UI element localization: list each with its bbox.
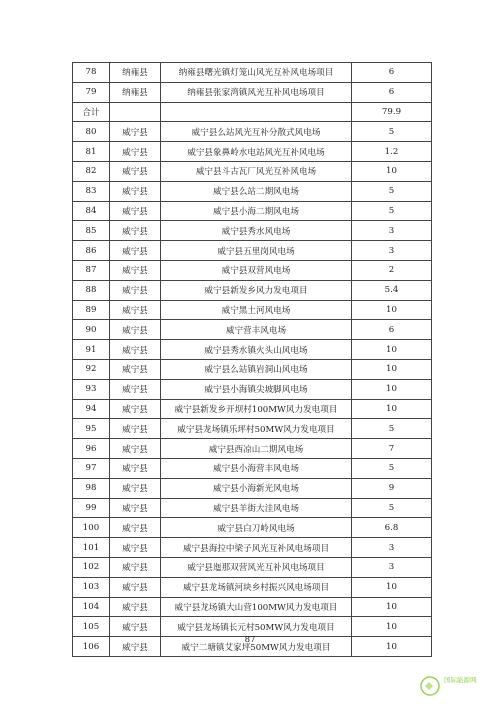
row-number: 78 bbox=[73, 63, 110, 83]
row-project-name: 威宁县龙场镇乐坪村50MW风力发电项目 bbox=[161, 419, 352, 439]
row-capacity: 5.4 bbox=[352, 280, 432, 300]
table-row bbox=[73, 597, 432, 617]
row-capacity: 6 bbox=[352, 63, 432, 83]
row-capacity: 5 bbox=[352, 122, 432, 142]
row-project-name: 威宁县么站风光互补分散式风电场 bbox=[161, 122, 352, 142]
row-county: 威宁县 bbox=[110, 221, 161, 241]
watermark-line: 国际能源网 bbox=[444, 676, 477, 684]
watermark-logo bbox=[418, 672, 492, 702]
row-capacity: 10 bbox=[352, 300, 432, 320]
row-project-name: 威宁县新发乡风力发电项目 bbox=[161, 280, 352, 300]
row-capacity: 10 bbox=[352, 399, 432, 419]
row-capacity: 7 bbox=[352, 439, 432, 459]
row-capacity: 5 bbox=[352, 458, 432, 478]
row-number: 106 bbox=[73, 637, 110, 657]
row-county: 威宁县 bbox=[110, 419, 161, 439]
row-county bbox=[110, 102, 161, 122]
row-project-name: 威宁县双营风电场 bbox=[161, 260, 352, 280]
row-project-name: 威宁营丰风电场 bbox=[161, 320, 352, 340]
row-number: 80 bbox=[73, 122, 110, 142]
table-row bbox=[73, 300, 432, 320]
row-county: 威宁县 bbox=[110, 379, 161, 399]
row-county: 威宁县 bbox=[110, 260, 161, 280]
row-number: 83 bbox=[73, 181, 110, 201]
table-row bbox=[73, 122, 432, 142]
watermark-text bbox=[444, 676, 477, 685]
table-row bbox=[73, 340, 432, 360]
row-county: 威宁县 bbox=[110, 577, 161, 597]
watermark-icon bbox=[418, 674, 442, 698]
row-county: 威宁县 bbox=[110, 181, 161, 201]
row-project-name: 威宁县么站二期风电场 bbox=[161, 181, 352, 201]
row-county: 威宁县 bbox=[110, 241, 161, 261]
row-number: 93 bbox=[73, 379, 110, 399]
row-capacity: 3 bbox=[352, 221, 432, 241]
row-capacity: 3 bbox=[352, 241, 432, 261]
row-number: 合计 bbox=[73, 102, 110, 122]
row-capacity: 79.9 bbox=[352, 102, 432, 122]
row-capacity: 10 bbox=[352, 340, 432, 360]
row-county: 威宁县 bbox=[110, 518, 161, 538]
row-capacity: 10 bbox=[352, 379, 432, 399]
row-number: 85 bbox=[73, 221, 110, 241]
row-project-name: 纳雍县曙光镇灯笼山风光互补风电场项目 bbox=[161, 63, 352, 83]
row-capacity: 10 bbox=[352, 577, 432, 597]
table-row bbox=[73, 458, 432, 478]
row-county: 威宁县 bbox=[110, 280, 161, 300]
row-capacity: 3 bbox=[352, 538, 432, 558]
row-county: 威宁县 bbox=[110, 557, 161, 577]
row-capacity: 6.8 bbox=[352, 518, 432, 538]
row-project-name: 威宁县五里岗风电场 bbox=[161, 241, 352, 261]
row-project-name: 威宁县龙场镇河块乡村振兴风电场项目 bbox=[161, 577, 352, 597]
row-number: 92 bbox=[73, 359, 110, 379]
row-capacity: 3 bbox=[352, 557, 432, 577]
row-capacity: 10 bbox=[352, 597, 432, 617]
page-number: 87 bbox=[244, 635, 256, 645]
row-project-name: 威宁县小海二期风电场 bbox=[161, 201, 352, 221]
row-project-name: 纳雍县张家湾镇风光互补风电场项目 bbox=[161, 82, 352, 102]
row-project-name: 威宁县小海镇尖坡脚风电场 bbox=[161, 379, 352, 399]
row-county: 威宁县 bbox=[110, 201, 161, 221]
row-project-name: 威宁县白刀岭风电场 bbox=[161, 518, 352, 538]
row-county: 威宁县 bbox=[110, 478, 161, 498]
row-number: 87 bbox=[73, 260, 110, 280]
row-capacity: 5 bbox=[352, 201, 432, 221]
row-county: 威宁县 bbox=[110, 122, 161, 142]
row-capacity: 1.2 bbox=[352, 142, 432, 162]
row-county: 威宁县 bbox=[110, 538, 161, 558]
row-number: 94 bbox=[73, 399, 110, 419]
table-row bbox=[73, 379, 432, 399]
row-county: 纳雍县 bbox=[110, 82, 161, 102]
row-capacity: 10 bbox=[352, 359, 432, 379]
row-county: 威宁县 bbox=[110, 617, 161, 637]
row-number: 82 bbox=[73, 161, 110, 181]
table-row bbox=[73, 617, 432, 637]
table-row bbox=[73, 538, 432, 558]
row-county: 威宁县 bbox=[110, 498, 161, 518]
row-project-name: 威宁县秀水风电场 bbox=[161, 221, 352, 241]
row-project-name: 威宁县西凉山二期风电场 bbox=[161, 439, 352, 459]
row-number: 88 bbox=[73, 280, 110, 300]
row-number: 104 bbox=[73, 597, 110, 617]
table-row bbox=[73, 102, 432, 122]
row-project-name: 威宁县象鼻岭水电站风光互补风电场 bbox=[161, 142, 352, 162]
row-capacity: 6 bbox=[352, 320, 432, 340]
row-capacity: 5 bbox=[352, 181, 432, 201]
row-number: 105 bbox=[73, 617, 110, 637]
row-project-name bbox=[161, 102, 352, 122]
row-project-name: 威宁县新发乡开坝村100MW风力发电项目 bbox=[161, 399, 352, 419]
table-row bbox=[73, 320, 432, 340]
project-table-body bbox=[73, 63, 432, 657]
row-county: 威宁县 bbox=[110, 637, 161, 657]
row-project-name: 威宁县羊街大洼风电场 bbox=[161, 498, 352, 518]
table-row bbox=[73, 498, 432, 518]
row-number: 96 bbox=[73, 439, 110, 459]
row-county: 威宁县 bbox=[110, 320, 161, 340]
table-row bbox=[73, 63, 432, 83]
table-row bbox=[73, 419, 432, 439]
row-county: 威宁县 bbox=[110, 300, 161, 320]
table-row bbox=[73, 181, 432, 201]
row-number: 102 bbox=[73, 557, 110, 577]
table-row bbox=[73, 161, 432, 181]
table-row bbox=[73, 518, 432, 538]
table-row bbox=[73, 577, 432, 597]
table-row bbox=[73, 557, 432, 577]
row-number: 90 bbox=[73, 320, 110, 340]
row-project-name: 威宁县斗古瓦厂风光互补风电场 bbox=[161, 161, 352, 181]
row-number: 81 bbox=[73, 142, 110, 162]
row-number: 103 bbox=[73, 577, 110, 597]
row-capacity: 5 bbox=[352, 498, 432, 518]
row-capacity: 2 bbox=[352, 260, 432, 280]
table-row bbox=[73, 142, 432, 162]
row-capacity: 6 bbox=[352, 82, 432, 102]
table-row bbox=[73, 399, 432, 419]
table-row bbox=[73, 359, 432, 379]
row-number: 84 bbox=[73, 201, 110, 221]
table-row bbox=[73, 221, 432, 241]
row-county: 威宁县 bbox=[110, 597, 161, 617]
row-county: 威宁县 bbox=[110, 458, 161, 478]
row-county: 威宁县 bbox=[110, 359, 161, 379]
row-project-name: 威宁县秀水镇火头山风电场 bbox=[161, 340, 352, 360]
row-project-name: 威宁二塘镇艾家坪50MW风力发电项目 bbox=[161, 637, 352, 657]
row-capacity: 10 bbox=[352, 637, 432, 657]
row-county: 威宁县 bbox=[110, 439, 161, 459]
table-row bbox=[73, 280, 432, 300]
row-project-name: 威宁县小海新光风电场 bbox=[161, 478, 352, 498]
table-row bbox=[73, 260, 432, 280]
row-county: 威宁县 bbox=[110, 399, 161, 419]
row-number: 101 bbox=[73, 538, 110, 558]
row-capacity: 10 bbox=[352, 161, 432, 181]
project-table bbox=[72, 62, 432, 657]
row-capacity: 5 bbox=[352, 419, 432, 439]
row-project-name: 威宁县海拉中梁子风光互补风电场项目 bbox=[161, 538, 352, 558]
row-number: 98 bbox=[73, 478, 110, 498]
row-capacity: 9 bbox=[352, 478, 432, 498]
row-number: 99 bbox=[73, 498, 110, 518]
table-row bbox=[73, 241, 432, 261]
row-number: 100 bbox=[73, 518, 110, 538]
row-project-name: 威宁县小海营丰风电场 bbox=[161, 458, 352, 478]
table-row bbox=[73, 439, 432, 459]
row-county: 威宁县 bbox=[110, 340, 161, 360]
table-row bbox=[73, 201, 432, 221]
row-project-name: 威宁黑土河风电场 bbox=[161, 300, 352, 320]
row-county: 威宁县 bbox=[110, 161, 161, 181]
row-county: 纳雍县 bbox=[110, 63, 161, 83]
row-number: 86 bbox=[73, 241, 110, 261]
row-project-name: 威宁县迤那双营风光互补风电场项目 bbox=[161, 557, 352, 577]
row-county: 威宁县 bbox=[110, 142, 161, 162]
row-number: 97 bbox=[73, 458, 110, 478]
row-project-name: 威宁县么站镇岩洞山风电场 bbox=[161, 359, 352, 379]
row-number: 91 bbox=[73, 340, 110, 360]
row-project-name: 威宁县龙场镇大山营100MW风力发电项目 bbox=[161, 597, 352, 617]
row-project-name: 威宁县龙场镇长元村50MW风力发电项目 bbox=[161, 617, 352, 637]
table-row bbox=[73, 82, 432, 102]
table-row bbox=[73, 478, 432, 498]
row-number: 95 bbox=[73, 419, 110, 439]
row-number: 89 bbox=[73, 300, 110, 320]
row-number: 79 bbox=[73, 82, 110, 102]
row-capacity: 10 bbox=[352, 617, 432, 637]
